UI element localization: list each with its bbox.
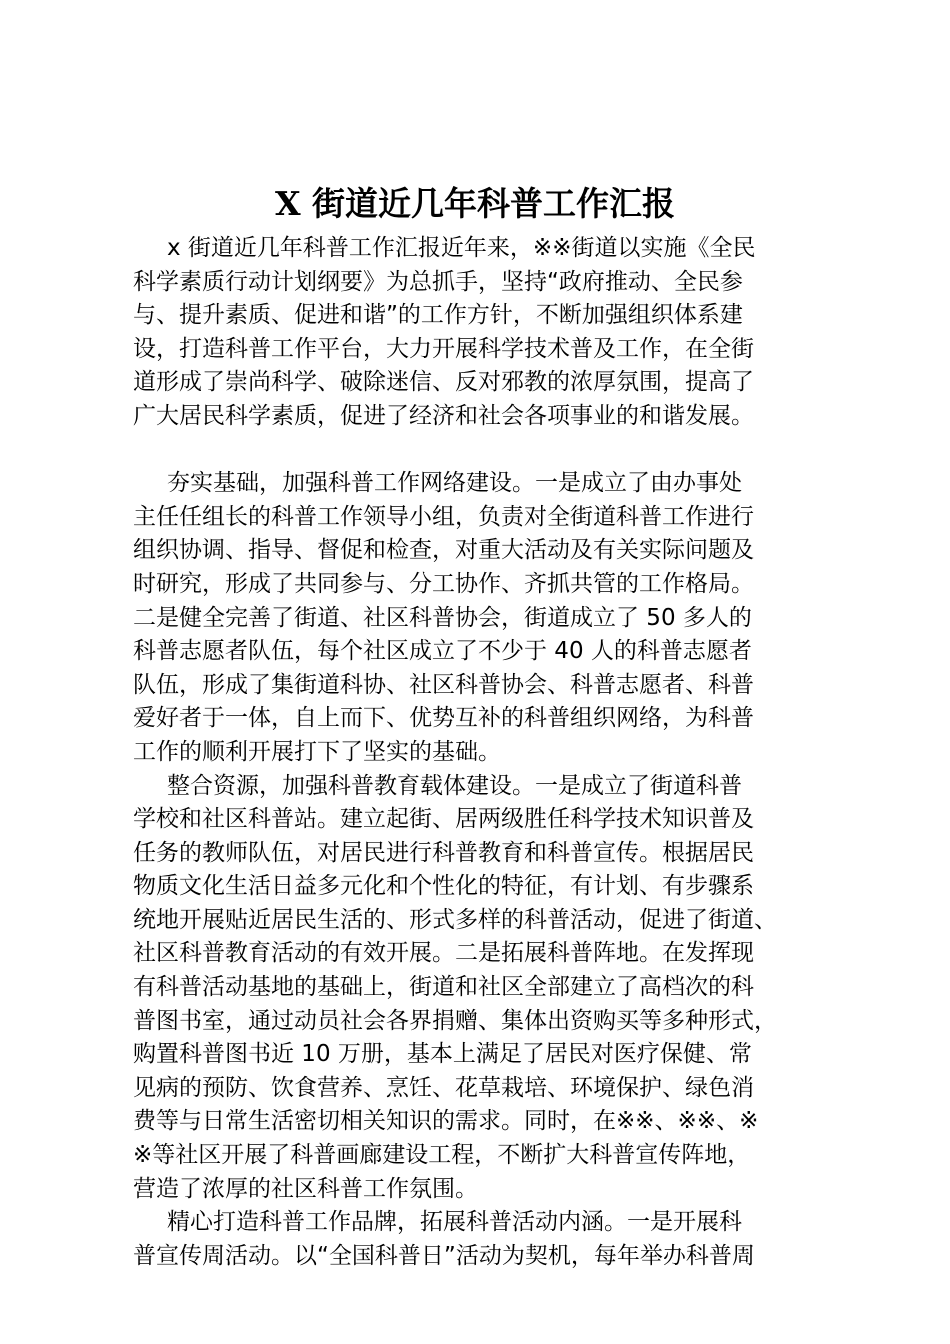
- paragraph-spacer: [133, 434, 833, 468]
- paragraph-brand: 精心打造科普工作品牌，拓展科普活动内涵。一是开展科 普宣传周活动。以“全国科普日”活动为契机，每年举办科普周: [133, 1209, 755, 1269]
- paragraph-resources: 整合资源，加强科普教育载体建设。一是成立了街道科普 学校和社区科普站。建立起街、居两级胜任科学技术知识普及 任务的教师队伍，对居民进行科普教育和科普宣传。根据居民 物质文化生活日益多元化和个性化的特征，有计划、有步骤系 统地开展贴近居民生活的、形式多样的科普活动，促进了街道、 社区科普教育活动的有效开展。二是拓展科普阵地。在发挥现 有科普活动基地的基础上，街道和社区全部建立了高档次的科 普图书室，通过动员社会各界捐赠、集体出资购买等多种形式， 购置科普图书近 10 万册，基本上满足了居民对医疗保健、常 见病的预防、饮食营养、烹饪、花草栽培、环境保护、绿色消 费等与日常生活密切相关知识的需求。同时，在※※、※※、※ ※等社区开展了科普画廊建设工程，不断扩大科普宣传阵地， 营造了浓厚的社区科普工作氛围。: [133, 772, 777, 1202]
- document-body: [133, 232, 833, 1273]
- paragraph-intro: x 街道近几年科普工作汇报近年来，※※街道以实施《全民 科学素质行动计划纲要》为总抓手，坚持“政府推动、全民参 与、提升素质、促进和谐”的工作方针，不断加强组织体系建 设，打造科普工作平台，大力开展科学技术普及工作，在全街 道形成了崇尚科学、破除迷信、反对邪教的浓厚氛围，提高了 广大居民科学素质，促进了经济和社会各项事业的和谐发展。: [133, 235, 756, 429]
- paragraph-network: 夯实基础，加强科普工作网络建设。一是成立了由办事处 主任任组长的科普工作领导小组，负责对全街道科普工作进行 组织协调、指导、督促和检查，对重大活动及有关实际问题及 时研究，形成了共同参与、分工协作、齐抓共管的工作格局。 二是健全完善了街道、社区科普协会，街道成立了 50 多人的 科普志愿者队伍，每个社区成立了不少于 40 人的科普志愿者 队伍，形成了集街道科协、社区科普协会、科普志愿者、科普 爱好者于一体，自上而下、优势互补的科普组织网络，为科普 工作的顺利开展打下了坚实的基础。: [133, 470, 754, 765]
- document-title: X 街道近几年科普工作汇报: [274, 184, 676, 223]
